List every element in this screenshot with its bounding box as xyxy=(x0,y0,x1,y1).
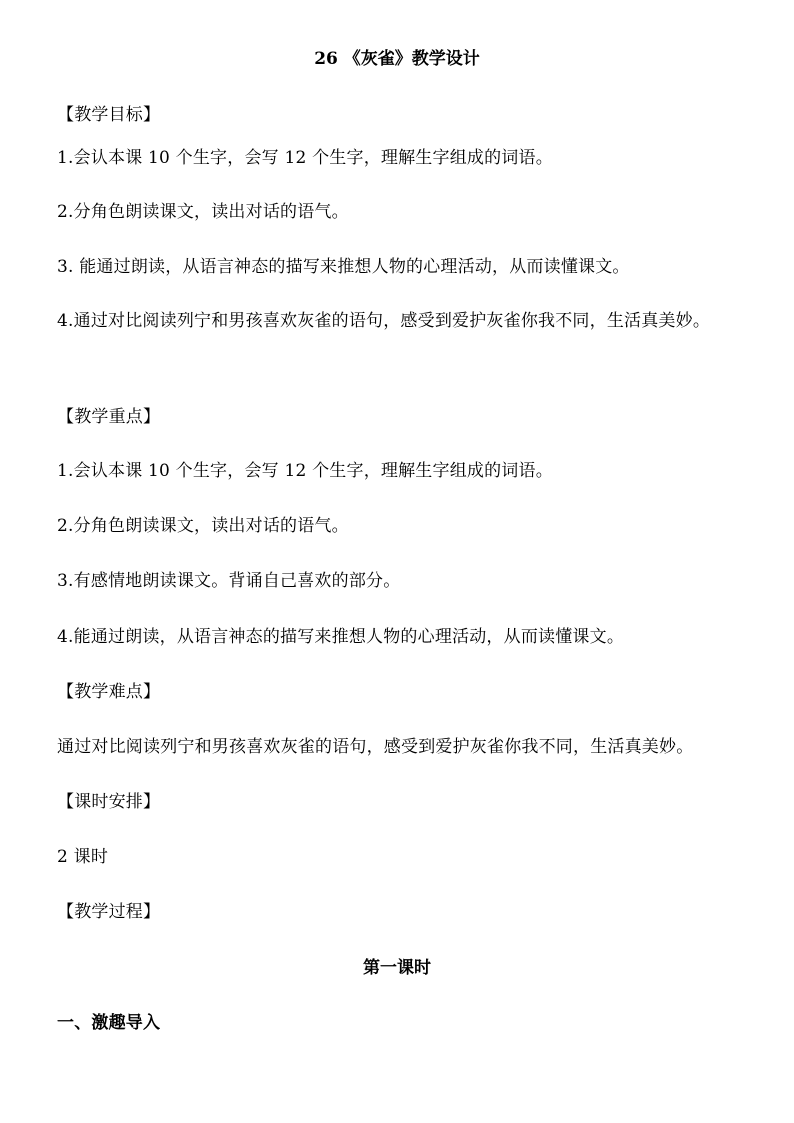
key-point-item-1: 1.会认本课 10 个生字，会写 12 个生字，理解生字组成的词语。 xyxy=(57,461,553,481)
objective-item-1: 1.会认本课 10 个生字，会写 12 个生字，理解生字组成的词语。 xyxy=(57,148,553,168)
key-points-heading: 【教学重点】 xyxy=(57,407,161,427)
lesson-title: 第一课时 xyxy=(363,958,431,978)
document-title: 26 《灰雀》教学设计 xyxy=(314,49,480,69)
key-point-item-3: 3.有感情地朗读课文。背诵自己喜欢的部分。 xyxy=(57,571,401,591)
objective-item-4: 4.通过对比阅读列宁和男孩喜欢灰雀的语句，感受到爱护灰雀你我不同，生活真美妙。 xyxy=(57,311,711,331)
objectives-heading: 【教学目标】 xyxy=(57,105,161,125)
difficulties-heading: 【教学难点】 xyxy=(57,682,161,702)
objective-item-2: 2.分角色朗读课文，读出对话的语气。 xyxy=(57,202,349,222)
schedule-text: 2 课时 xyxy=(57,847,109,867)
key-point-item-2: 2.分角色朗读课文，读出对话的语气。 xyxy=(57,516,349,536)
step-one-heading: 一、激趣导入 xyxy=(57,1013,161,1033)
schedule-heading: 【课时安排】 xyxy=(57,792,161,812)
key-point-item-4: 4.能通过朗读，从语言神态的描写来推想人物的心理活动，从而读懂课文。 xyxy=(57,627,625,647)
objective-item-3: 3. 能通过朗读，从语言神态的描写来推想人物的心理活动，从而读懂课文。 xyxy=(57,257,630,277)
process-heading: 【教学过程】 xyxy=(57,902,161,922)
difficulties-text: 通过对比阅读列宁和男孩喜欢灰雀的语句，感受到爱护灰雀你我不同，生活真美妙。 xyxy=(57,737,694,757)
